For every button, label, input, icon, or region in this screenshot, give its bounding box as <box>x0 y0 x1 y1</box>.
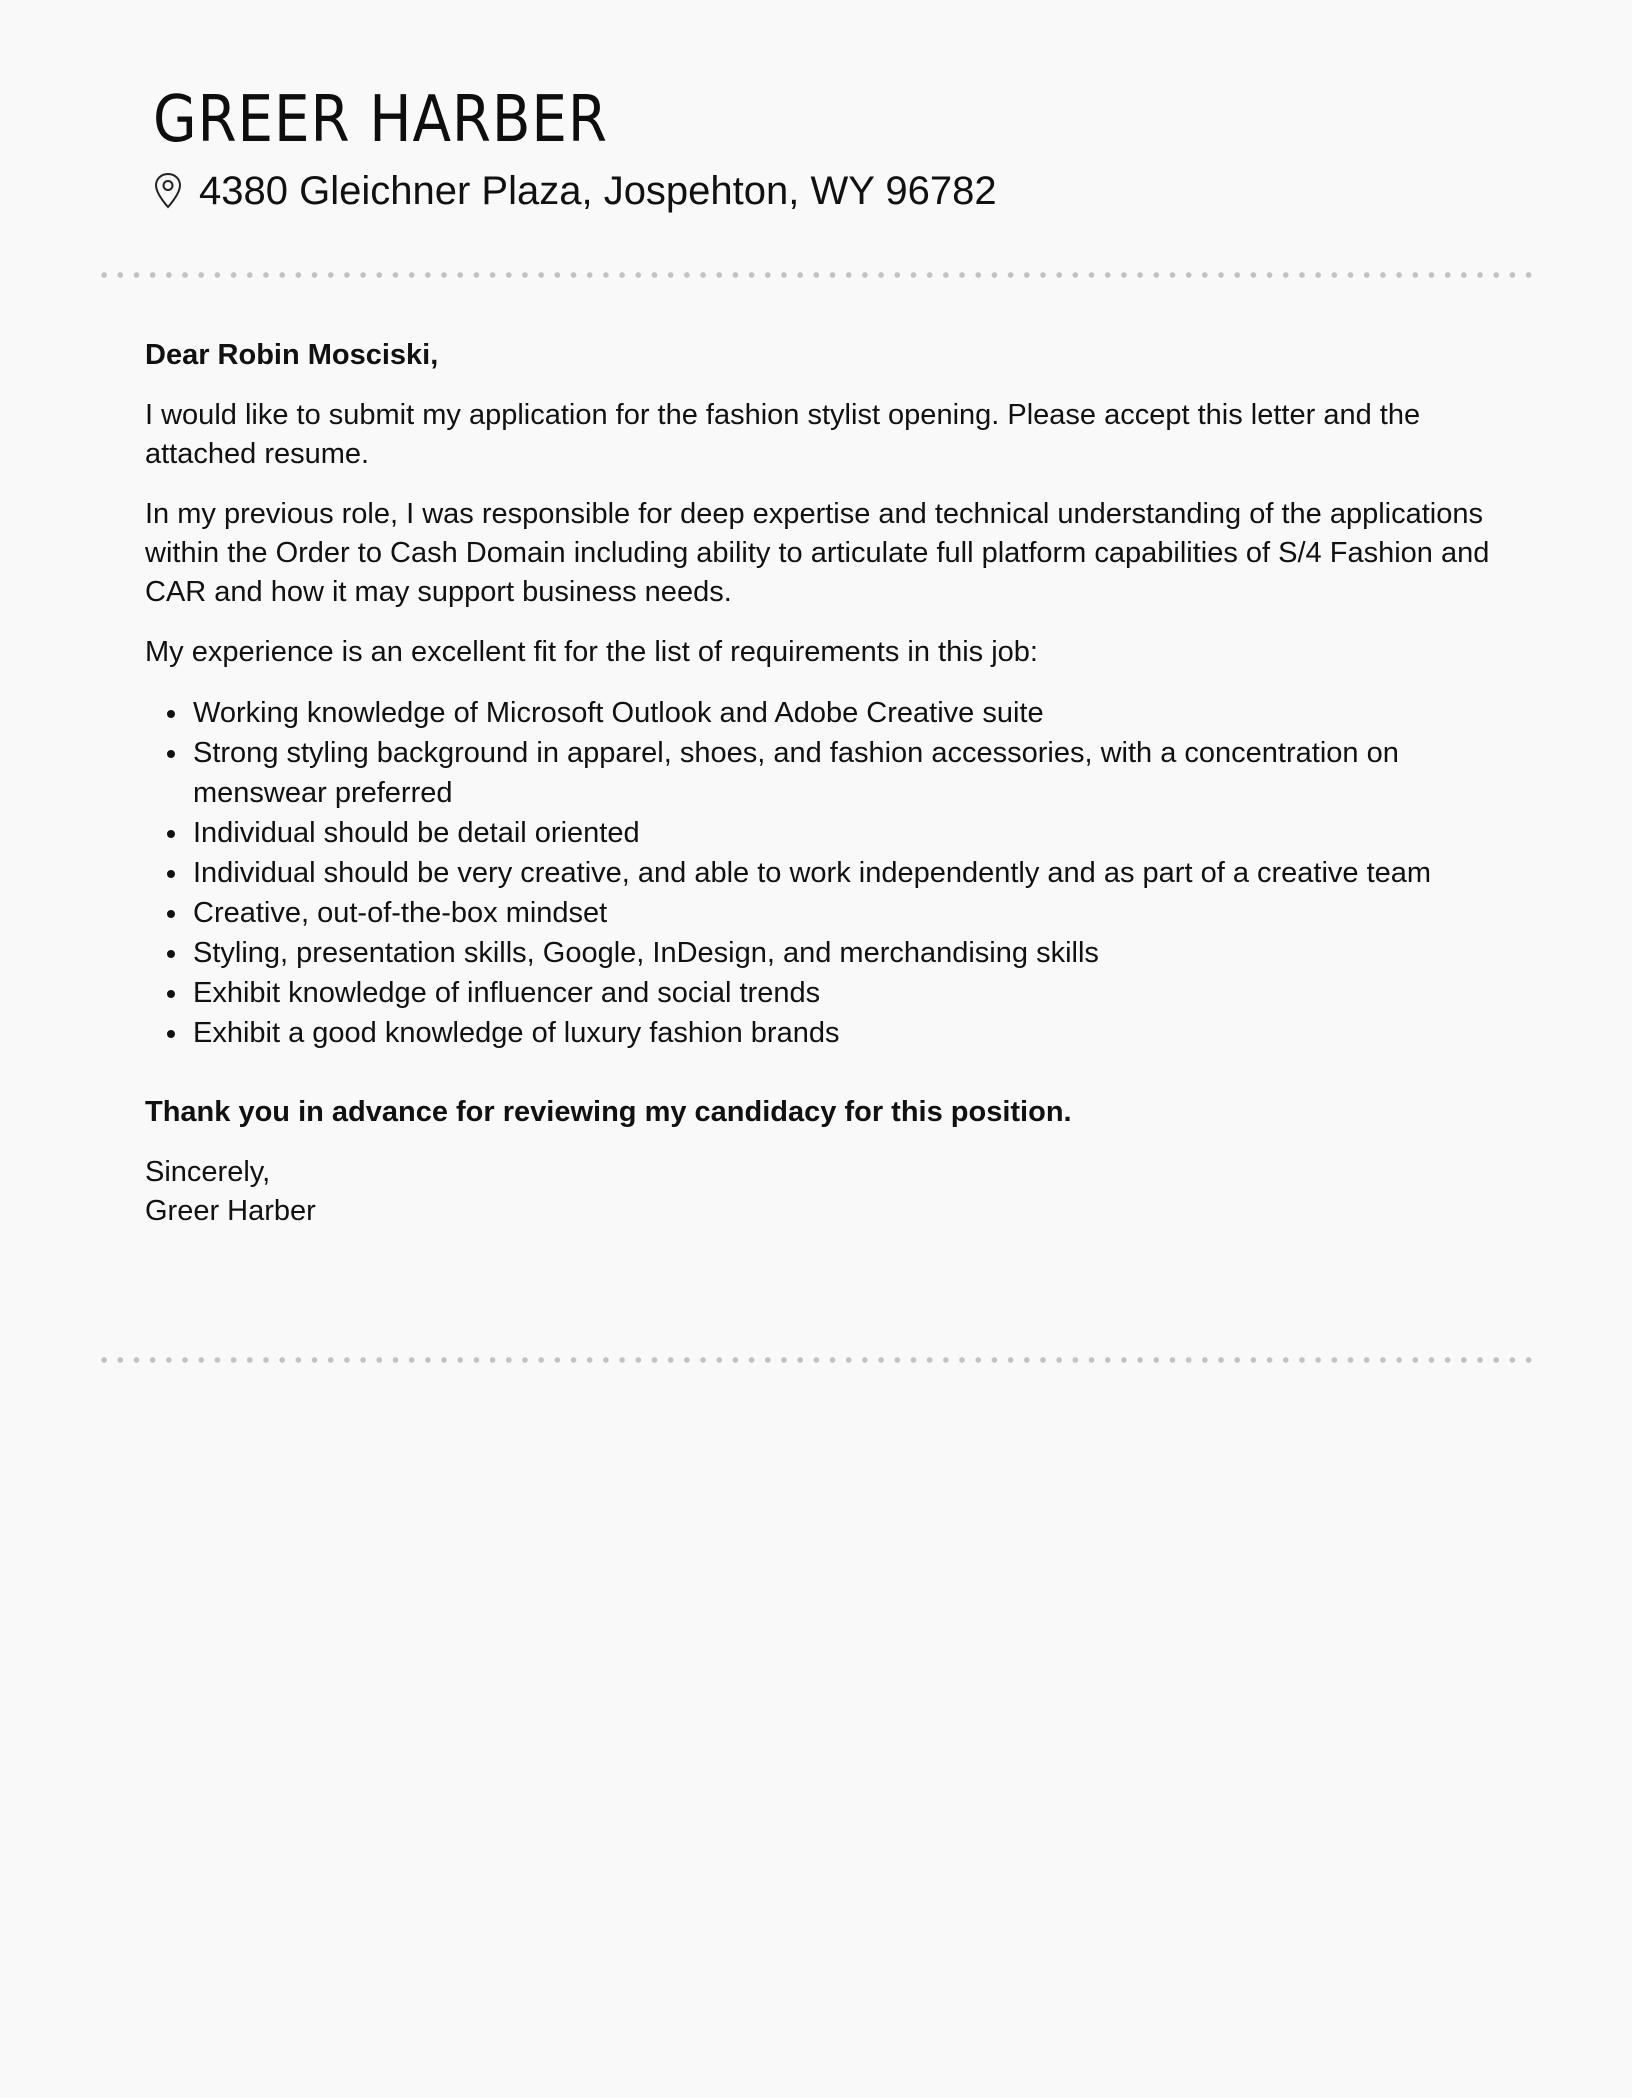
list-item: Individual should be very creative, and able to work independently and as part of a creative team <box>193 853 1495 893</box>
list-item: Creative, out-of-the-box mindset <box>193 893 1495 933</box>
letter-body <box>145 336 1495 1231</box>
letter-header <box>153 78 997 216</box>
list-item: Exhibit knowledge of influencer and social trends <box>193 973 1495 1013</box>
greeting: Dear Robin Mosciski, <box>145 339 439 371</box>
experience-paragraph: In my previous role, I was responsible for deep expertise and technical understanding of the applications within the Order to Cash Domain including ability to articulate full platform capabilities of S/4 Fashion and CAR and how it may support business needs. <box>145 498 1490 608</box>
list-item: Individual should be detail oriented <box>193 813 1495 853</box>
list-item: Strong styling background in apparel, shoes, and fashion accessories, with a concentration on menswear preferred <box>193 733 1495 813</box>
thanks-line: Thank you in advance for reviewing my candidacy for this position. <box>145 1096 1072 1128</box>
signature: Greer Harber <box>145 1195 316 1227</box>
applicant-address: 4380 Gleichner Plaza, Jospehton, WY 96782 <box>199 169 997 213</box>
top-divider <box>96 272 1536 278</box>
intro-paragraph: I would like to submit my application for the fashion stylist opening. Please accept this letter and the attached resume. <box>145 399 1421 470</box>
requirements-list <box>145 693 1495 1053</box>
applicant-name: GREER HARBER <box>153 83 608 157</box>
list-item: Styling, presentation skills, Google, InDesign, and merchandising skills <box>193 933 1495 973</box>
requirements-intro: My experience is an excellent fit for the list of requirements in this job: <box>145 636 1038 668</box>
list-item: Working knowledge of Microsoft Outlook and Adobe Creative suite <box>193 693 1495 733</box>
location-pin-icon <box>153 172 183 210</box>
list-item: Exhibit a good knowledge of luxury fashion brands <box>193 1013 1495 1053</box>
address-line <box>153 166 997 216</box>
bottom-divider <box>96 1357 1536 1363</box>
closing-signoff: Sincerely, <box>145 1156 271 1188</box>
